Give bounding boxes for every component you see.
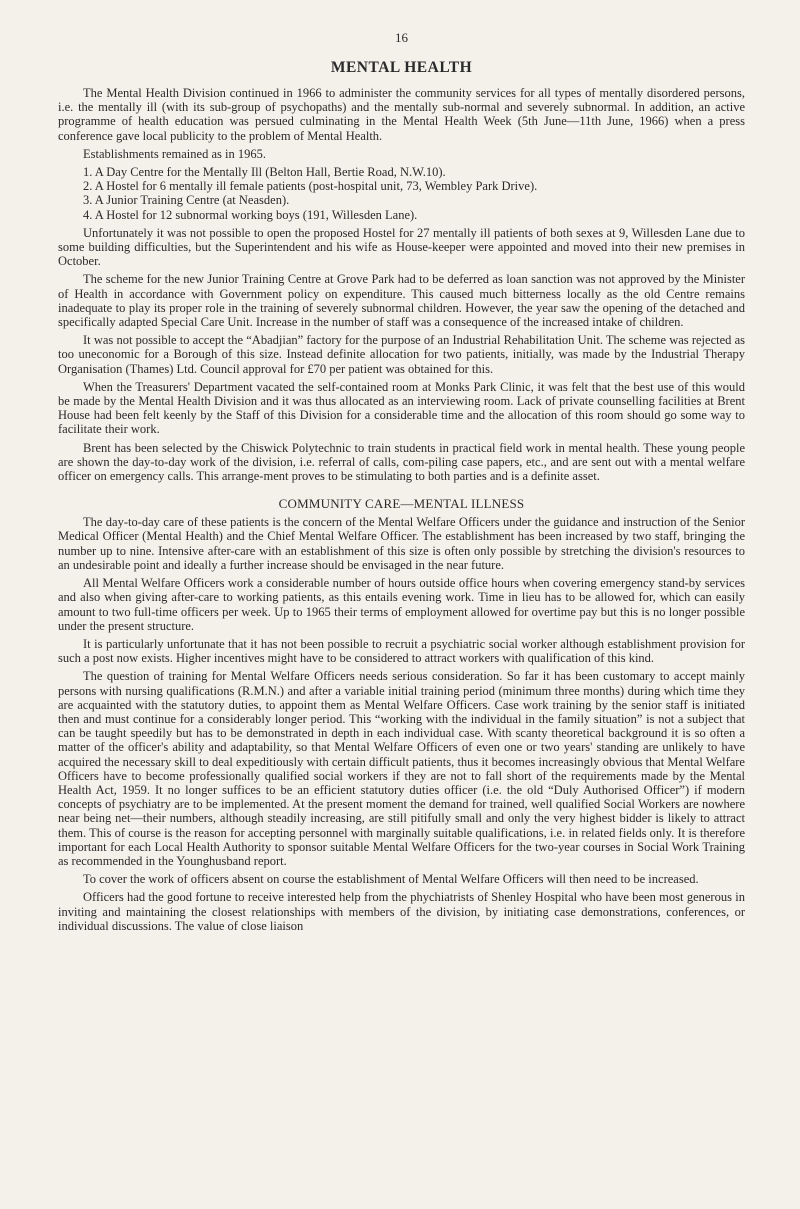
establishments-list <box>58 165 745 222</box>
body-paragraph: Officers had the good fortune to receive interested help from the phychiatrists of Shenley Hospital who have been most generous in inviting and maintaining the closest relationships with members of the division, by initiating case demonstrations, conferences, or individual discussions. The value of close liaison <box>58 890 745 933</box>
intro-paragraph: Establishments remained as in 1965. <box>83 146 266 161</box>
body-paragraph: Unfortunately it was not possible to open the proposed Hostel for 27 mentally ill patients of both sexes at 9, Willesden Lane due to some building difficulties, but the Superintendent and his wife as House-keeper were appointed and moved into their new premises in October. <box>58 225 745 269</box>
intro-paragraph: The Mental Health Division continued in 1966 to administer the community services for all types of mentally disordered persons, i.e. the mentally ill (with its sub-group of psychopaths) and the mentally sub-normal and severely subnormal. In addition, an active programme of health education was persued culminating in the Mental Health Week (5th June—11th June, 1966) when a press conference gave local publicity to the problem of Mental Health. <box>58 86 745 143</box>
list-item: 3. A Junior Training Centre (at Neasden). <box>83 193 290 208</box>
body-paragraph: All Mental Welfare Officers work a considerable number of hours outside office hours when covering emergency stand-by services and also when giving after-care to working patients, as this entails evening work. Time in lieu has to be allowed for, which can easily amount to two full-time officers per week. Up to 1965 their terms of employment allowed for overtime pay but this is no longer possible under the present structure. <box>58 576 745 633</box>
body-paragraph: When the Treasurers' Department vacated the self-contained room at Monks Park Clinic, it was felt that the best use of this would be made by the Mental Health Division and it was thus allocated as an interviewing room. Lack of private counselling facilities at Brent House had been felt keenly by the Staff of this Division for a considerable time and the allocation of this room should go some way to facilitate their work. <box>58 379 745 437</box>
page-title: MENTAL HEALTH <box>330 59 473 76</box>
body-paragraph: It is particularly unfortunate that it has not been possible to recruit a psychiatric social worker although establishment provision for such a post now exists. Higher incentives might have to be considered to attract workers with qualification of this kind. <box>58 636 745 666</box>
list-item: 4. A Hostel for 12 subnormal working boys (191, Willesden Lane). <box>83 207 418 222</box>
page-number: 16 <box>395 30 408 45</box>
body-paragraph: To cover the work of officers absent on course the establishment of Mental Welfare Officers will then need to be increased. <box>83 872 699 887</box>
list-item: 1. A Day Centre for the Mentally Ill (Belton Hall, Bertie Road, N.W.10). <box>83 165 446 180</box>
list-item: 2. A Hostel for 6 mentally ill female patients (post-hospital unit, 73, Wembley Park Drive). <box>83 179 538 194</box>
body-paragraph: The scheme for the new Junior Training Centre at Grove Park had to be deferred as loan sanction was not approved by the Minister of Health in accordance with Government policy on expenditure. This caused much bitterness locally as the old Centre remains inadequate to play its proper role in the training of severely subnormal children. However, the year saw the opening of the detached and specifically adapted Special Care Unit. Increase in the number of staff was a consequence of the increased intake of children. <box>58 272 745 330</box>
body-paragraph: It was not possible to accept the “Abadjian” factory for the purpose of an Industrial Rehabilitation Unit. The scheme was rejected as too uneconomic for a Borough of this size. Instead definite allocation for two patients, initially, was made by the Industrial Therapy Organisation (Thames) Ltd. Council approval for £70 per patient was obtained for this. <box>58 333 745 376</box>
body-paragraph: The question of training for Mental Welfare Officers needs serious consideration. So far it has been customary to accept mainly persons with nursing qualifications (R.M.N.) and after a variable initial training period (minimum three months) during which time they are acquainted with the statutory duties, to appoint them as Mental Welfare Officers. Case work training by the senior staff is initiated then and must continue for a considerably longer period. This “working with the individual in the family situation” is not a subject that can be taught speedily but has to be demonstrated in depth in each individual case. With scanty theoretical background it is so often a matter of the officer's ability and adaptability, so that Mental Welfare Officers of even one or two years' standing are unlikely to have acquired the necessary skill to deal expeditiously with certain difficult patients, thus it becomes increasingly obvious that Mental Welfare Officers have to become professionally qualified social workers if they are not to fall short of the requirements made by the Mental Health Act, 1959. It no longer suffices to be an efficient statutory duties officer (i.e. the old “Duly Authorised Officer”) if modern concepts of psychiatry are to be implemented. At the present moment the demand for trained, well qualified Social Workers are nowhere near being net—their numbers, although steadily increasing, are still pitifully small and only the very highest bidder is likely to attract them. This of course is the reason for accepting personnel with marginally suitable qualifications, i.e. in related fields only. It is therefore important for each Local Health Authority to sponsor suitable Mental Welfare Officers for the two-year courses in Social Work Training as recommended in the Younghusband report. <box>58 669 745 868</box>
body-paragraph: The day-to-day care of these patients is the concern of the Mental Welfare Officers under the guidance and instruction of the Senior Medical Officer (Mental Health) and the Chief Mental Welfare Officer. The establishment has been increased by two staff, bringing the number up to nine. Intensive after-care with an establishment of this size is often only possible by stretching the division's resources to an undesirable point and ideally a further increase should be envisaged in the near future. <box>58 515 745 572</box>
body-paragraph: Brent has been selected by the Chiswick Polytechnic to train students in practical field work in mental health. These young people are shown the day-to-day work of the division, i.e. referral of calls, com-piling case papers, etc., and are sent out with a mental welfare officer on emergency calls. This arrange-ment proves to be stimulating to both parties and is a definite asset. <box>58 440 745 484</box>
section-heading: COMMUNITY CARE—MENTAL ILLNESS <box>278 496 525 512</box>
